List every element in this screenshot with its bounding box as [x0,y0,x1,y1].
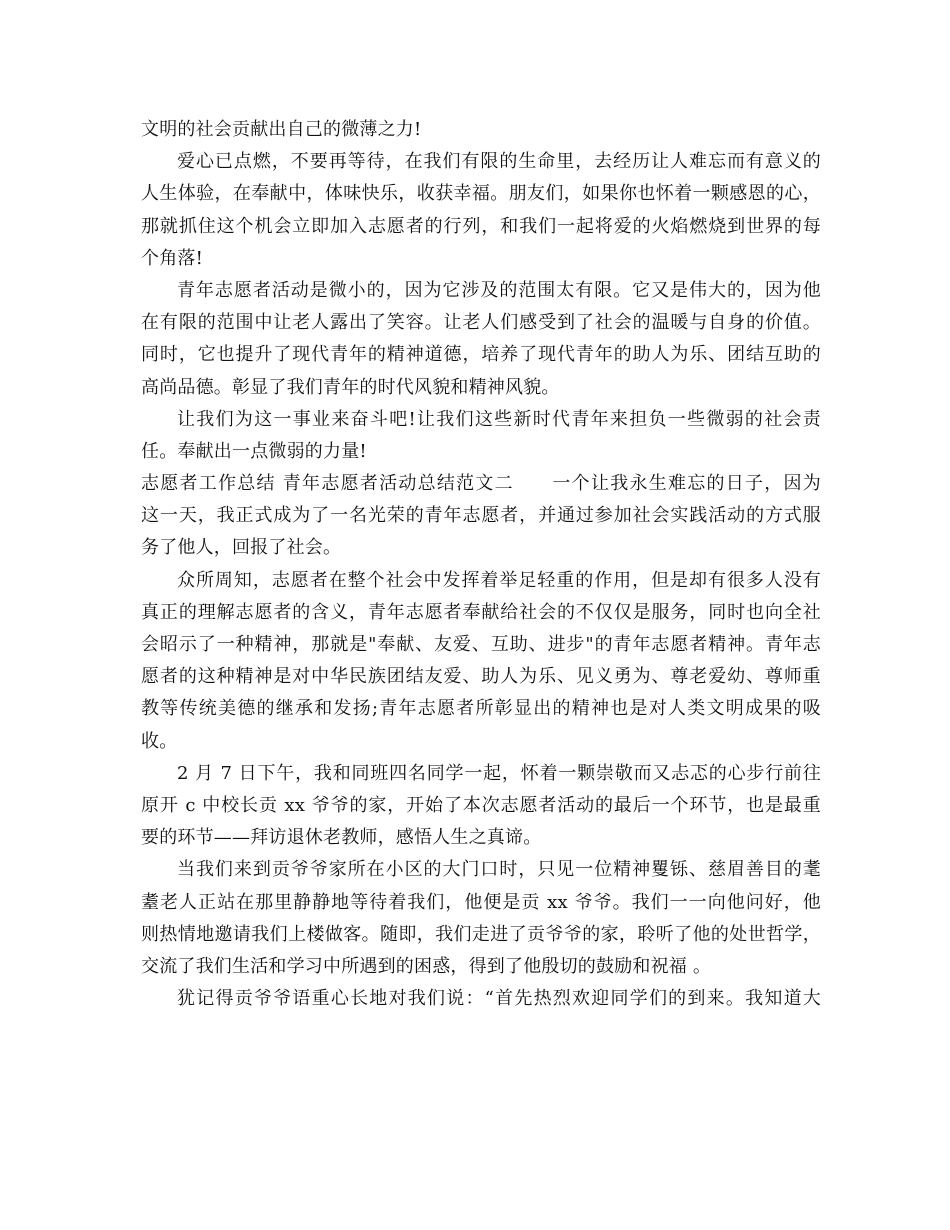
text-line: 耋老人正站在那里静静地等待着我们，他便是贡 xx 爷爷。我们一一向他问好，他 [141,891,821,913]
text-line: 要的环节——拜访退休老教师，感悟人生之真谛。 [141,827,542,849]
text-line: 那就抓住这个机会立即加入志愿者的行列，和我们一起将爱的火焰燃烧到世界的每 [141,215,821,237]
text-line: 让我们为这一事业来奋斗吧!让我们这些新时代青年来担负一些微弱的社会责 [177,408,821,430]
text-line: 青年志愿者活动是微小的，因为它涉及的范围太有限。它又是伟大的，因为他 [177,279,821,301]
text-line: 个角落! [141,247,204,269]
text-line: 愿者的这种精神是对中华民族团结友爱、助人为乐、见义勇为、尊老爱幼、尊师重 [141,666,821,688]
document-body [141,114,821,1015]
text-line: 众所周知，志愿者在整个社会中发挥着举足轻重的作用，但是却有很多人没有 [177,569,821,591]
text-line: 犹记得贡爷爷语重心长地对我们说：“首先热烈欢迎同学们的到来。我知道大 [177,988,821,1010]
text-line: 真正的理解志愿者的含义，青年志愿者奉献给社会的不仅仅是服务，同时也向全社 [141,601,821,623]
text-line: 务了他人，回报了社会。 [141,537,342,559]
text-line: 人生体验，在奉献中，体味快乐，收获幸福。朋友们，如果你也怀着一颗感恩的心， [141,183,821,205]
text-line: 文明的社会贡献出自己的微薄之力! [141,119,422,140]
text-line: 收。 [141,730,178,752]
text-line: 交流了我们生活和学习中所遇到的困惑，得到了他殷切的鼓励和祝福 。 [141,955,712,977]
text-line: 任。奉献出一点微弱的力量! [141,440,367,462]
text-line: 则热情地邀请我们上楼做客。随即，我们走进了贡爷爷的家，聆听了他的处世哲学， [141,923,821,945]
text-line: 原开 c 中校长贡 xx 爷爷的家，开始了本次志愿者活动的最后一个环节，也是最重 [141,794,821,816]
text-line: 当我们来到贡爷爷家所在小区的大门口时，只见一位精神矍铄、慈眉善目的耄 [177,859,821,881]
text-line: 爱心已点燃，不要再等待，在我们有限的生命里，去经历让人难忘而有意义的 [177,151,821,173]
text-line: 教等传统美德的继承和发扬;青年志愿者所彰显出的精神也是对人类文明成果的吸 [141,698,821,720]
text-line: 同时，它也提升了现代青年的精神道德，培养了现代青年的助人为乐、团结互助的 [141,344,821,366]
text-line: 志愿者工作总结 青年志愿者活动总结范文二 一个让我永生难忘的日子，因为 [141,473,821,495]
text-line: 会昭示了一种精神，那就是"奉献、友爱、互助、进步"的青年志愿者精神。青年志 [141,634,821,655]
text-line: 高尚品德。彰显了我们青年的时代风貌和精神风貌。 [141,376,560,398]
text-line: 这一天，我正式成为了一名光荣的青年志愿者，并通过参加社会实践活动的方式服 [141,505,821,527]
text-line: 在有限的范围中让老人露出了笑容。让老人们感受到了社会的温暖与自身的价值。 [141,312,821,334]
text-line: 2 月 7 日下午，我和同班四名同学一起，怀着一颗崇敬而又忐忑的心步行前往 [177,762,821,784]
